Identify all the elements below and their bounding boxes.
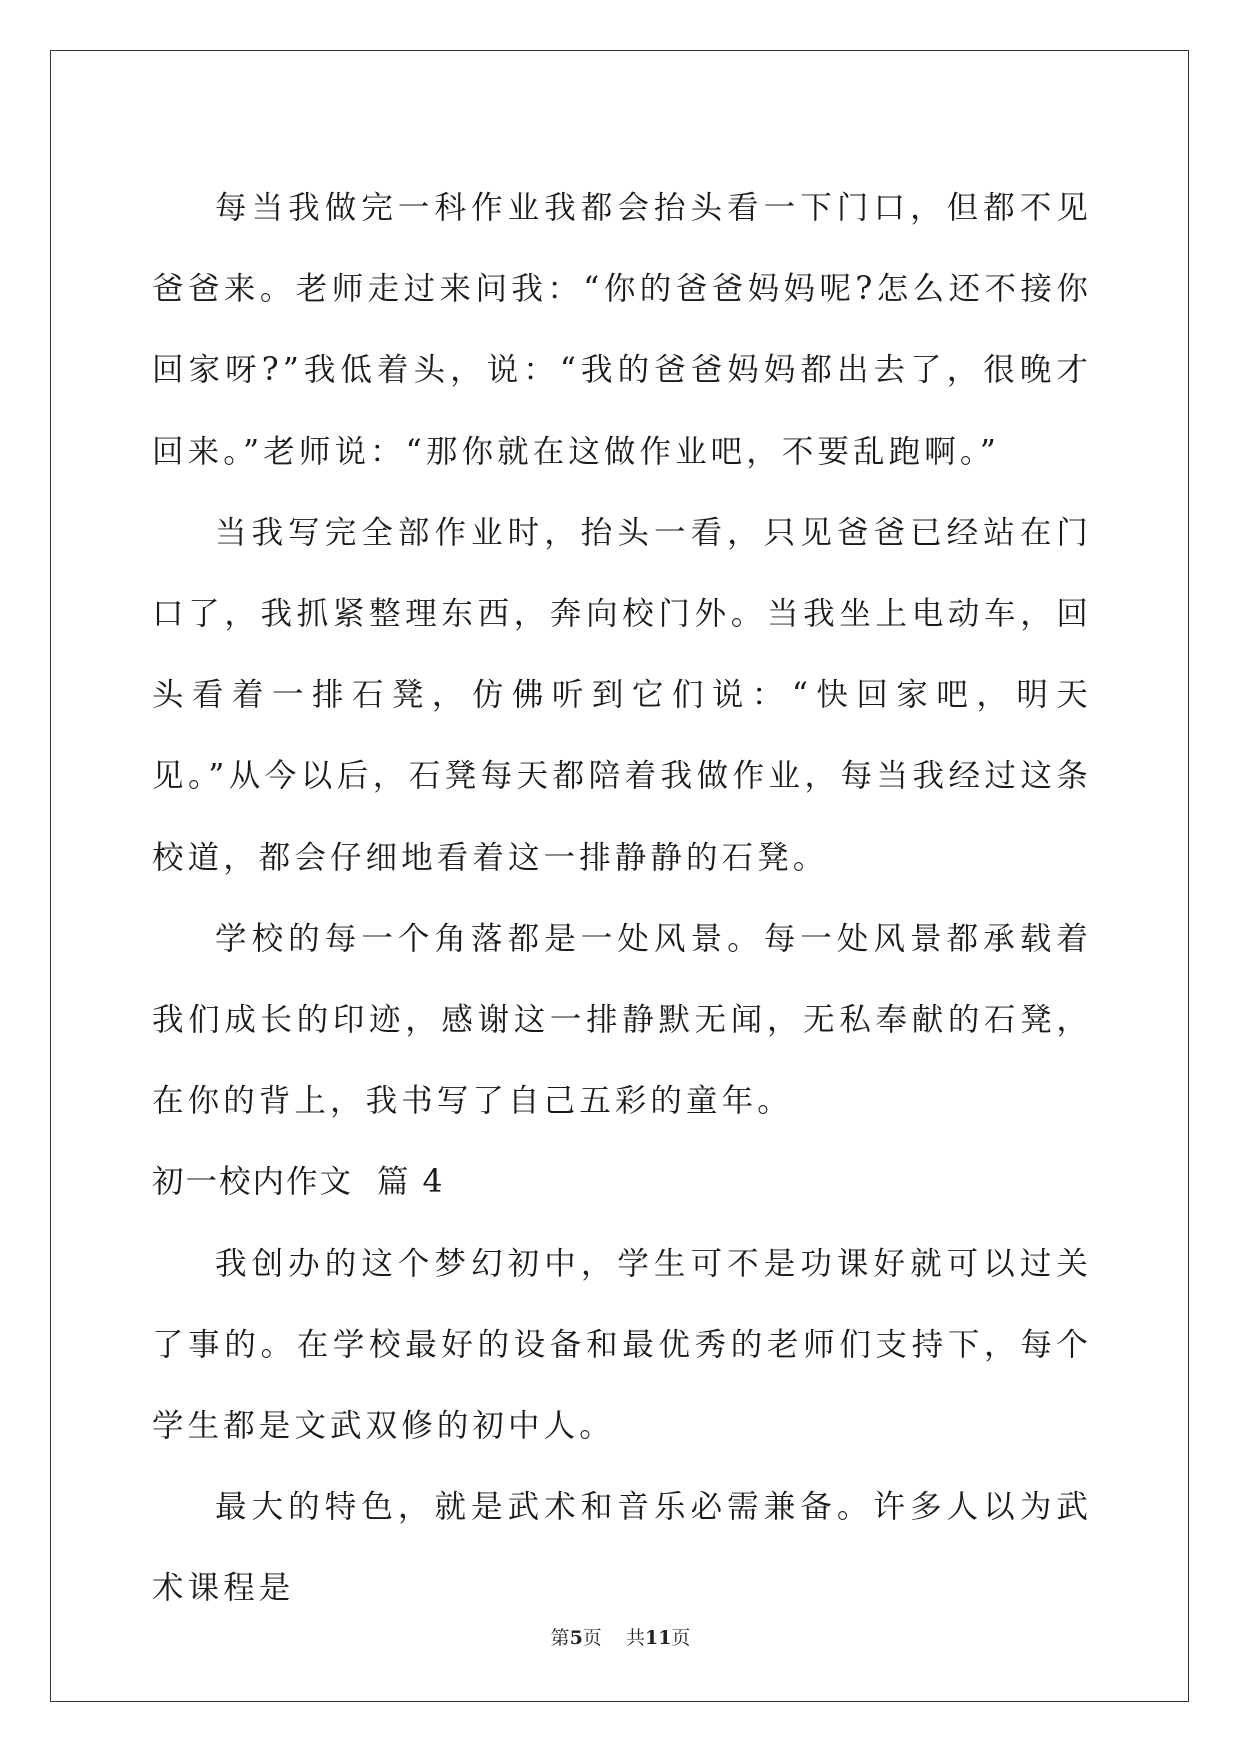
paragraph-4 — [152, 1224, 1092, 1468]
footer-prefix: 第 — [550, 1627, 570, 1649]
section-heading: 初一校内作文 篇 4 — [152, 1164, 445, 1201]
total-page-number: 11 — [644, 1627, 672, 1649]
paragraph-5 — [152, 1467, 1092, 1629]
text-line: 最大的特色，就是武术和音乐必需兼备。许多人以为武术课程是 — [152, 1489, 1092, 1607]
text-line: 每当我做完一科作业我都会抬头看一下门口，但都不见爸爸来。老师走过来问我：“你的爸爸妈妈呢?怎么还不接你回家呀?”我低着头，说：“我的爸爸妈妈都出去了，很晚才回来。”老师说：“那你就在这做作业吧，不要乱跑啊。” — [152, 190, 1093, 470]
paragraph-1 — [152, 168, 1092, 493]
paragraph-3 — [152, 899, 1092, 1143]
document-body — [152, 168, 1092, 1630]
text-line: 当我写完全部作业时，抬头一看，只见爸爸已经站在门口了，我抓紧整理东西，奔向校门外。当我坐上电动车，回头看着一排石凳，仿佛听到它们说：“快回家吧，明天见。”从今以后，石凳每天都陪着我做作业，每当我经过这条校道，都会仔细地看着这一排静静的石凳。 — [152, 514, 1092, 876]
footer-suffix: 页 — [671, 1627, 691, 1649]
current-page-number: 5 — [569, 1627, 583, 1649]
text-line: 学校的每一个角落都是一处风景。每一处风景都承载着我们成长的印迹，感谢这一排静默无闻，无私奉献的石凳，在你的背上，我书写了自己五彩的童年。 — [152, 920, 1092, 1120]
footer-middle: 页 共 — [582, 1627, 645, 1649]
text-line: 我创办的这个梦幻初中，学生可不是功课好就可以过关了事的。在学校最好的设备和最优秀的老师们支持下，每个学生都是文武双修的初中人。 — [152, 1245, 1092, 1445]
paragraph-2 — [152, 493, 1092, 899]
page-footer — [0, 1626, 1241, 1650]
